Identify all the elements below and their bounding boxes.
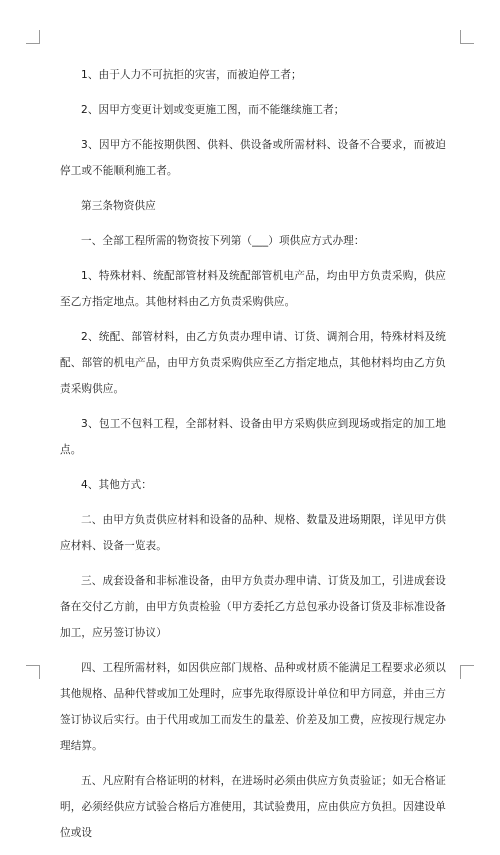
crop-mark-top-right	[460, 43, 474, 44]
paragraph-item-5: 五、凡应附有合格证明的材料，在进场时必须由供应方负责验证；如无合格证明，必须经供应方试验合格后方准使用，其试验费用，应由供应方负担。因建设单位或设	[60, 775, 446, 839]
paragraph-option-3: 3、包工不包料工程，全部材料、设备由甲方采购供应到现场或指定的加工地点。	[60, 418, 446, 456]
paragraph-option-4: 4、其他方式：	[81, 479, 153, 491]
paragraph-clause-1: 1、由于人力不可抗拒的灾害，而被迫停工者；	[81, 69, 302, 81]
crop-mark-top-right	[460, 30, 461, 44]
crop-mark-bottom-right	[460, 665, 474, 666]
paragraph-option-1: 1、特殊材料、统配部管材料及统配部管机电产品，均由甲方负责采购，供应至乙方指定地点。其他材料由乙方负责采购供应。	[60, 270, 446, 308]
section-heading: 第三条物资供应	[81, 200, 156, 212]
crop-mark-top-left	[26, 43, 40, 44]
crop-mark-bottom-left	[39, 665, 40, 679]
crop-mark-bottom-left	[26, 665, 40, 666]
paragraph-supply-method: 一、全部工程所需的物资按下列第（___）项供应方式办理：	[81, 235, 365, 247]
crop-mark-bottom-right	[460, 665, 461, 679]
crop-mark-top-left	[39, 30, 40, 44]
paragraph-item-4: 四、工程所需材料，如因供应部门规格、品种或材质不能满足工程要求必须以其他规格、品种代替或加工处理时，应事先取得原设计单位和甲方同意，并由三方签订协议后实行。由于代用或加工而发生的量差、价差及加工费，应按现行规定办理结算。	[60, 662, 446, 752]
paragraph-clause-2: 2、因甲方变更计划或变更施工图，而不能继续施工者；	[81, 104, 345, 116]
paragraph-clause-3: 3、因甲方不能按期供图、供料、供设备或所需材料、设备不合要求，而被迫停工或不能顺利施工者。	[60, 139, 446, 177]
paragraph-item-2: 二、由甲方负责供应材料和设备的品种、规格、数量及进场期限，详见甲方供应材料、设备一览表。	[60, 514, 446, 552]
paragraph-item-3: 三、成套设备和非标准设备，由甲方负责办理申请、订货及加工，引进成套设备在交付乙方前，由甲方负责检验（甲方委托乙方总包承办设备订货及非标准设备加工，应另签订协议）	[60, 575, 446, 639]
document-body	[60, 62, 446, 855]
paragraph-option-2: 2、统配、部管材料，由乙方负责办理申请、订货、调剂合用，特殊材料及统配、部管的机电产品，由甲方负责采购供应至乙方指定地点，其他材料均由乙方负责采购供应。	[60, 331, 446, 395]
